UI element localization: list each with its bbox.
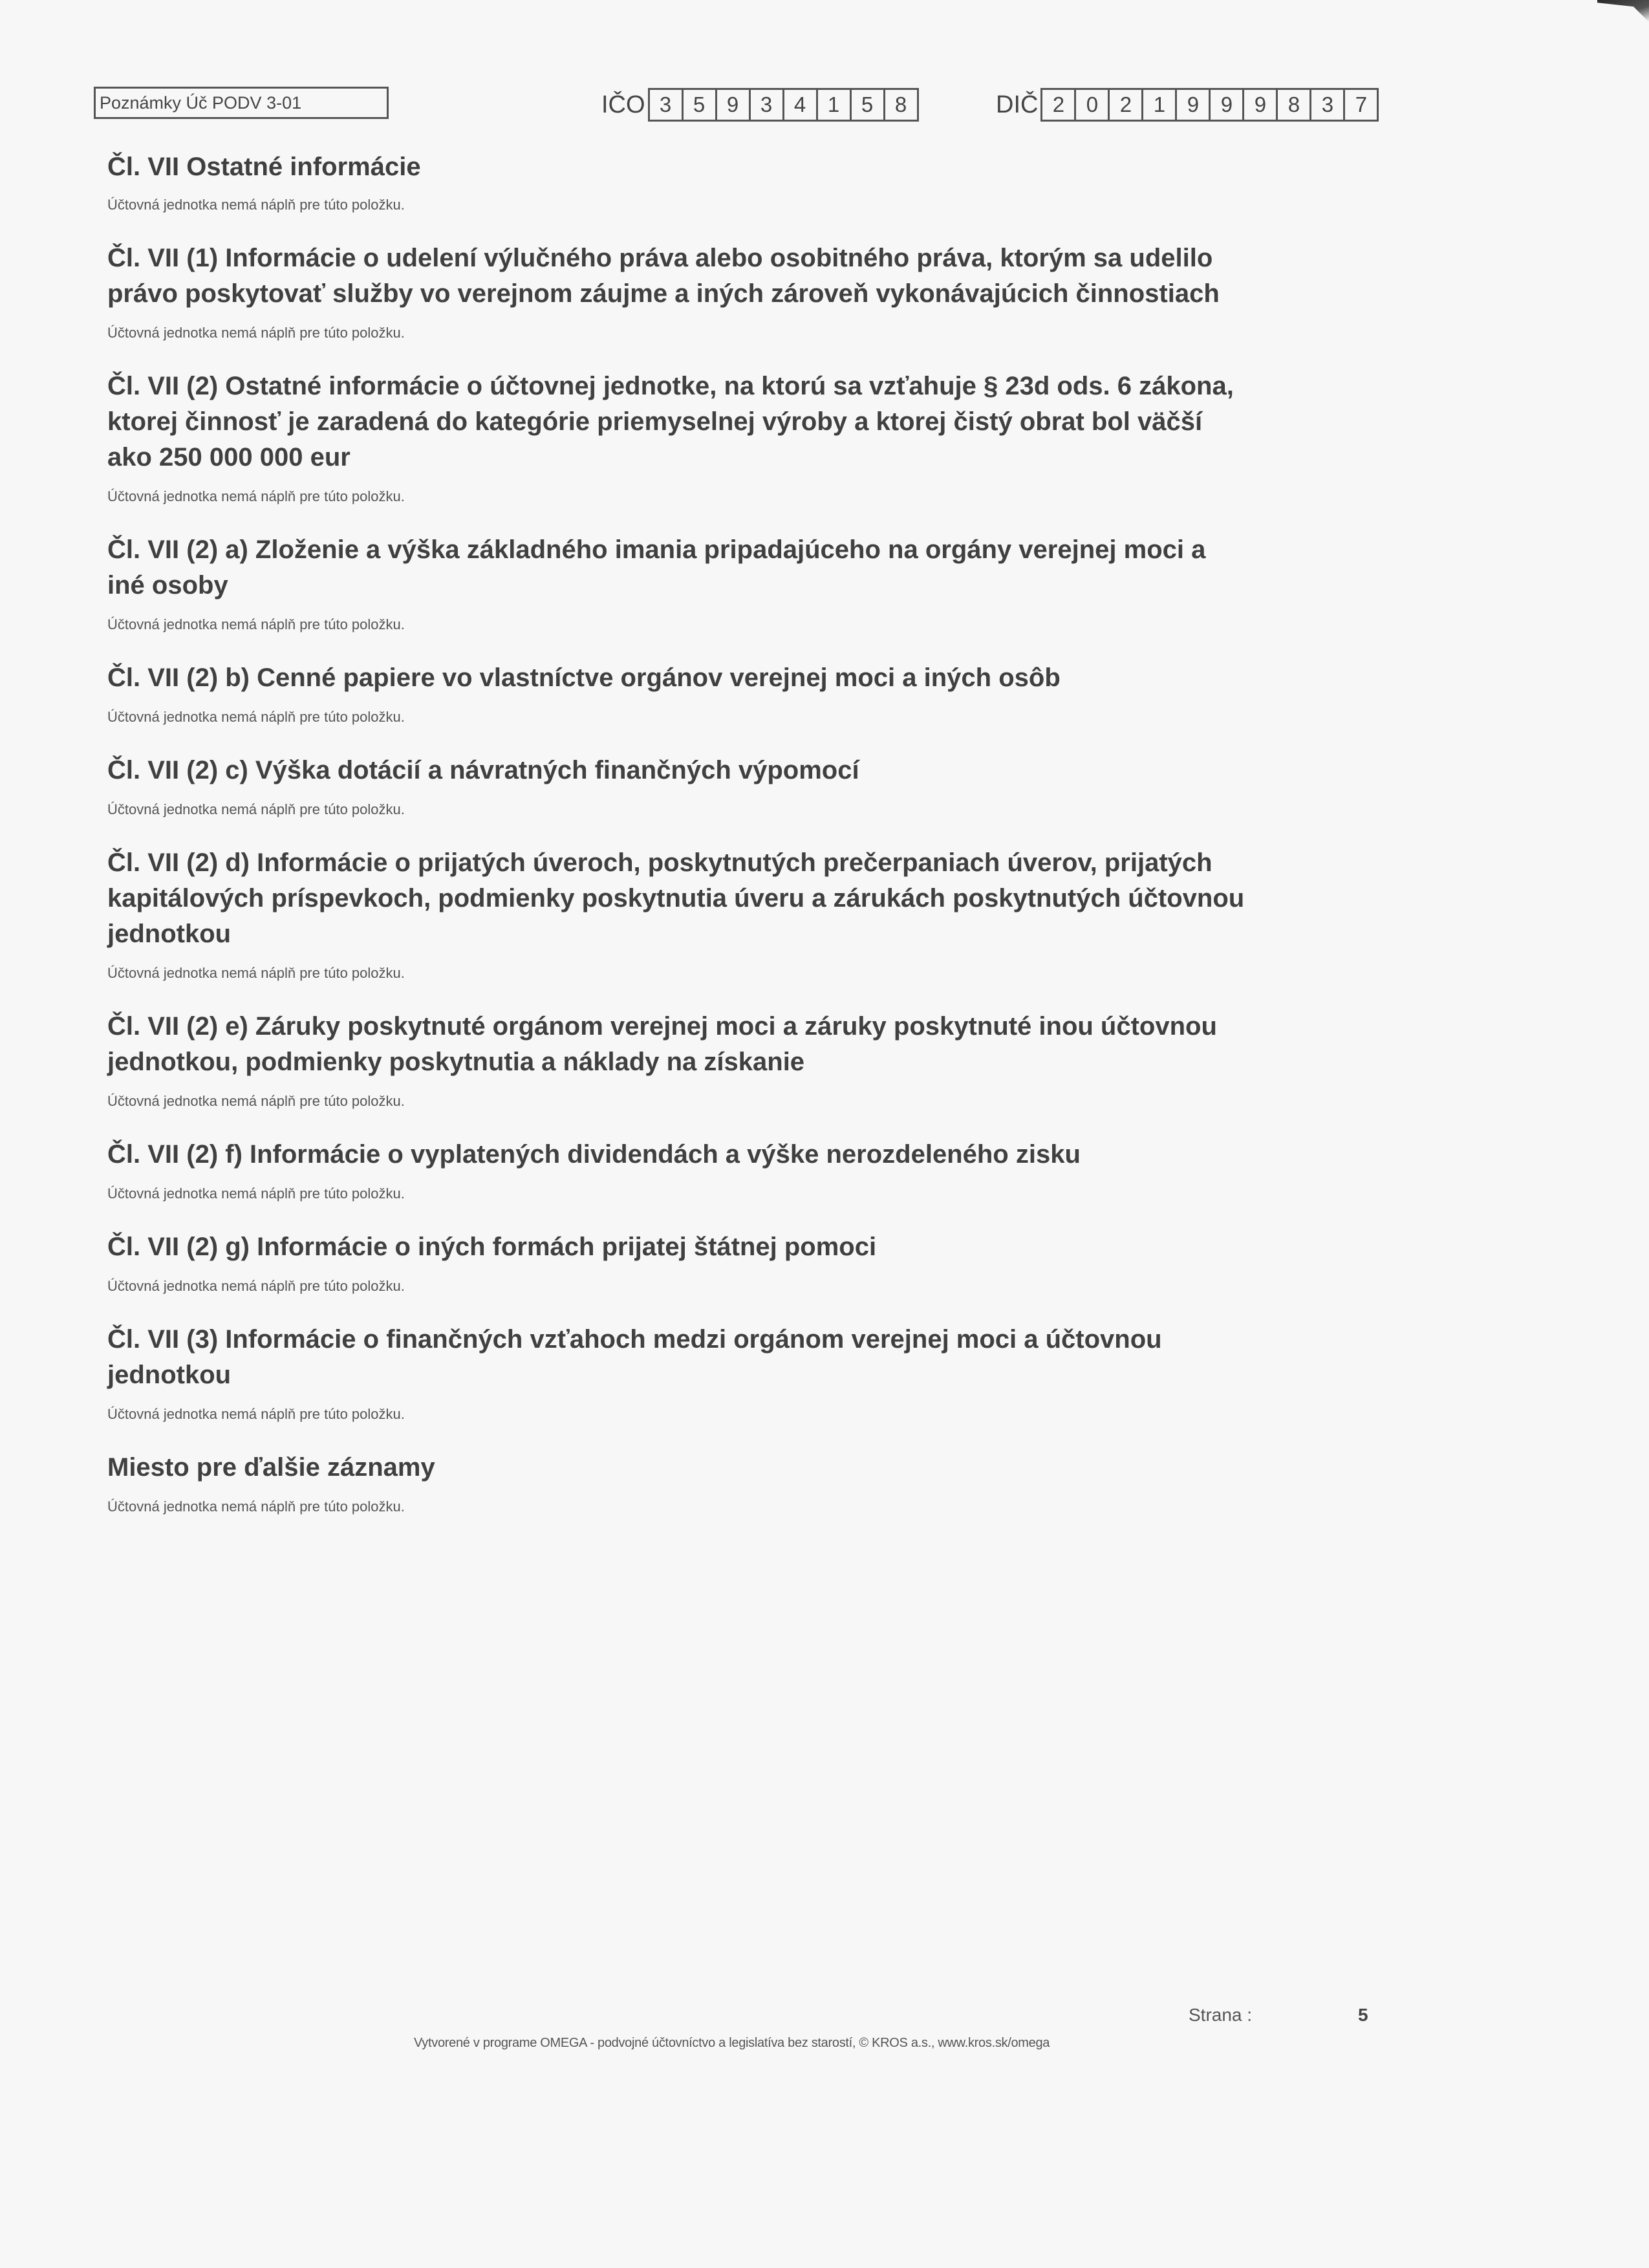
section-vii-3 — [107, 1322, 1245, 1424]
section-other-records — [107, 1450, 1245, 1517]
ico-digit: 3 — [751, 90, 784, 120]
section-note: Účtovná jednotka nemá náplň pre túto položku. — [107, 709, 405, 725]
section-note: Účtovná jednotka nemá náplň pre túto položku. — [107, 1278, 405, 1294]
dic-digit: 3 — [1311, 90, 1345, 120]
section-heading: Čl. VII (2) a) Zloženie a výška základného imania pripadajúceho na orgány verejnej moci a iné osoby — [107, 535, 1206, 599]
section-vii-2f — [107, 1137, 1245, 1204]
section-note: Účtovná jednotka nemá náplň pre túto položku. — [107, 616, 405, 632]
ico-digit: 8 — [885, 90, 919, 120]
document-header — [94, 87, 1387, 120]
section-vii-1 — [107, 241, 1245, 343]
page-label: Strana : — [1189, 2005, 1253, 2025]
section-vii-2 — [107, 369, 1245, 506]
dic-digit: 2 — [1042, 90, 1076, 120]
section-heading: Čl. VII (2) b) Cenné papiere vo vlastníctve orgánov verejnej moci a iných osôb — [107, 664, 1061, 692]
section-heading: Čl. VII (2) f) Informácie o vyplatených dividendách a výške nerozdeleného zisku — [107, 1140, 1081, 1169]
section-vii-2d — [107, 845, 1245, 983]
section-heading: Čl. VII (2) c) Výška dotácií a návratných finančných výpomocí — [107, 756, 859, 784]
section-heading: Čl. VII (1) Informácie o udelení výlučného práva alebo osobitného práva, ktorým sa udelilo právo poskytovať služby vo verejnom záujme a iných zároveň vykonávajúcich činnostiach — [107, 244, 1220, 308]
section-note: Účtovná jednotka nemá náplň pre túto položku. — [107, 801, 405, 817]
dic-digit: 0 — [1076, 90, 1110, 120]
page-title: Čl. VII Ostatné informácie — [107, 153, 421, 181]
section-note: Účtovná jednotka nemá náplň pre túto položku. — [107, 1185, 405, 1202]
section-vii-2g — [107, 1229, 1245, 1296]
document-body — [107, 150, 1245, 1542]
dic-label: DIČ — [996, 91, 1039, 118]
footer-credit: Vytvorené v programe OMEGA - podvojné účtovníctvo a legislatíva bez starostí, © KROS a.s., www.kros.sk/omega — [414, 2036, 1050, 2050]
dic-digit: 7 — [1345, 90, 1379, 120]
ico-digit: 5 — [852, 90, 885, 120]
section-note: Účtovná jednotka nemá náplň pre túto položku. — [107, 965, 405, 981]
ico-digit: 9 — [717, 90, 751, 120]
dic-digit: 1 — [1143, 90, 1177, 120]
ico-digit-boxes — [648, 88, 919, 122]
ico-digit: 3 — [650, 90, 684, 120]
section-note: Účtovná jednotka nemá náplň pre túto položku. — [107, 197, 405, 213]
ico-label: IČO — [601, 91, 645, 118]
section-heading: Čl. VII (2) g) Informácie o iných formách prijatej štátnej pomoci — [107, 1233, 877, 1261]
page-number: 5 — [1358, 2005, 1368, 2025]
section-heading: Miesto pre ďalšie záznamy — [107, 1453, 435, 1482]
dic-digit: 9 — [1244, 90, 1278, 120]
section-vii-2a — [107, 532, 1245, 634]
section-heading: Čl. VII (2) d) Informácie o prijatých úveroch, poskytnutých prečerpaniach úverov, prijatých kapitálových príspevkoch, podmienky poskytnutia úveru a zárukách poskytnutých účtovnou jednotkou — [107, 848, 1245, 948]
dic-group — [996, 88, 1379, 122]
section-vii-2c — [107, 753, 1245, 819]
ico-digit: 4 — [784, 90, 818, 120]
section-heading: Čl. VII (3) Informácie o finančných vzťahoch medzi orgánom verejnej moci a účtovnou jednotkou — [107, 1325, 1162, 1389]
section-vii-2b — [107, 660, 1245, 727]
section-note: Účtovná jednotka nemá náplň pre túto položku. — [107, 488, 405, 504]
dic-digit: 2 — [1110, 90, 1143, 120]
section-note: Účtovná jednotka nemá náplň pre túto položku. — [107, 325, 405, 341]
ico-group — [601, 88, 919, 122]
section-note: Účtovná jednotka nemá náplň pre túto položku. — [107, 1498, 405, 1515]
scan-corner-mark — [1597, 0, 1649, 22]
ico-digit: 1 — [818, 90, 852, 120]
section-note: Účtovná jednotka nemá náplň pre túto položku. — [107, 1093, 405, 1109]
section-heading: Čl. VII (2) Ostatné informácie o účtovnej jednotke, na ktorú sa vzťahuje § 23d ods. 6 zákona, ktorej činnosť je zaradená do kategórie priemyselnej výroby a ktorej čistý obrat bol väčší ako 250 000 000 eur — [107, 372, 1234, 471]
dic-digit: 9 — [1211, 90, 1244, 120]
dic-digit: 8 — [1278, 90, 1311, 120]
document-id-box: Poznámky Úč PODV 3-01 — [94, 87, 389, 119]
dic-digit-boxes — [1040, 88, 1379, 122]
section-note: Účtovná jednotka nemá náplň pre túto položku. — [107, 1406, 405, 1422]
section-main — [107, 150, 1245, 215]
dic-digit: 9 — [1177, 90, 1211, 120]
section-heading: Čl. VII (2) e) Záruky poskytnuté orgánom verejnej moci a záruky poskytnuté inou účtovnou jednotkou, podmienky poskytnutia a náklady na získanie — [107, 1012, 1217, 1076]
section-vii-2e — [107, 1009, 1245, 1111]
ico-digit: 5 — [684, 90, 717, 120]
